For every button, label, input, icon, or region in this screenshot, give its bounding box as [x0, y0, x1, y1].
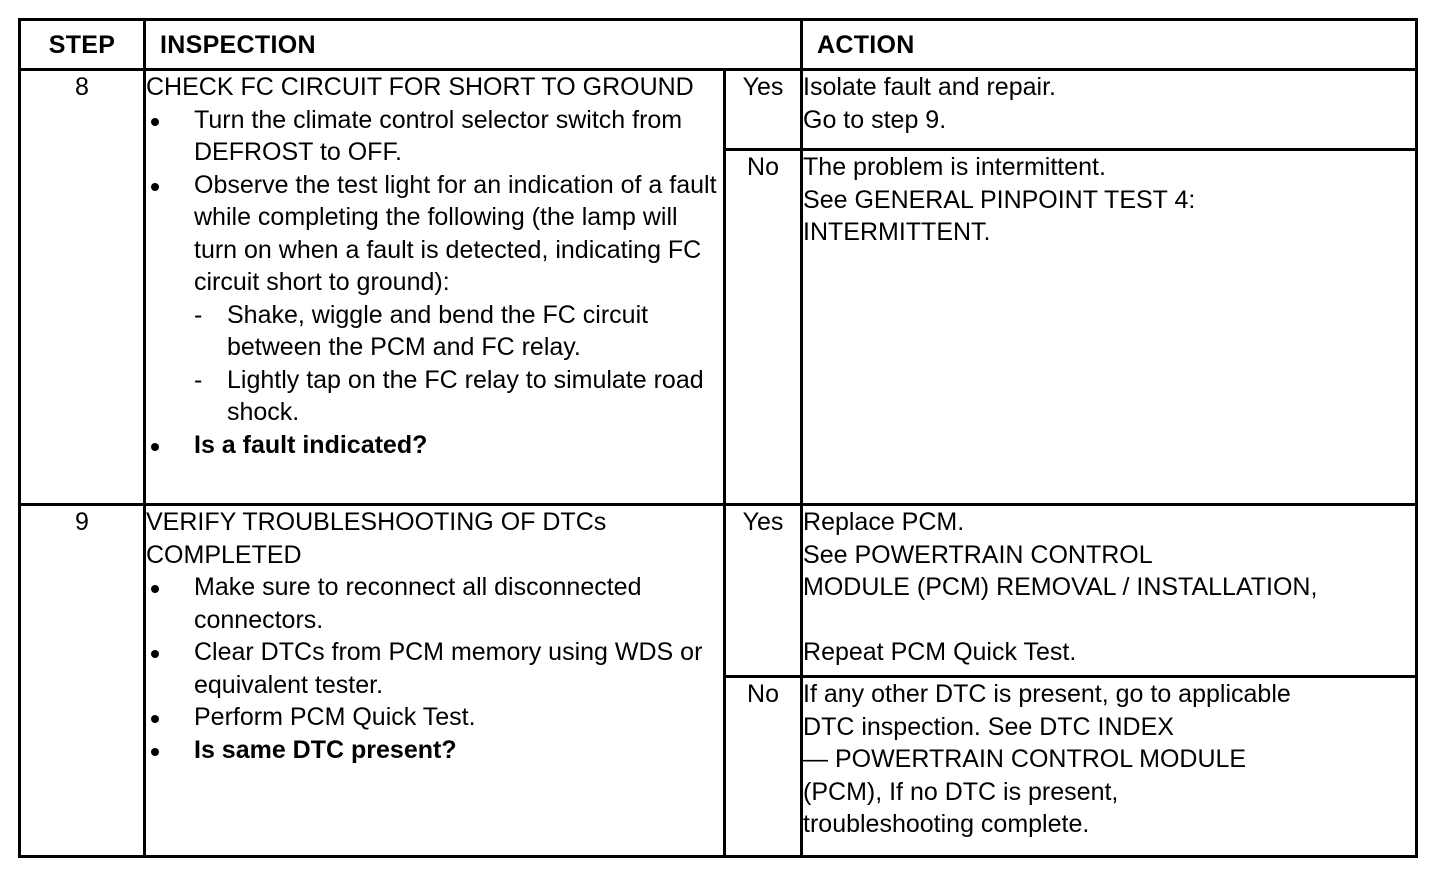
table-row	[20, 70, 1417, 150]
action-line: INTERMITTENT.	[803, 218, 991, 246]
list-item	[146, 701, 723, 734]
header-action: ACTION	[802, 20, 1417, 70]
no-label: No	[725, 150, 802, 505]
no-label: No	[725, 677, 802, 857]
no-action	[802, 150, 1417, 505]
sub-list	[194, 299, 723, 429]
diagnostic-table	[18, 18, 1418, 858]
list-item	[146, 429, 723, 462]
yes-action	[802, 70, 1417, 150]
list-item	[146, 169, 723, 429]
action-line: Isolate fault and repair.	[803, 73, 1056, 101]
action-line: The problem is intermittent.	[803, 153, 1106, 181]
step-title: CHECK FC CIRCUIT FOR SHORT TO GROUND	[146, 73, 694, 101]
action-line: Go to step 9.	[803, 105, 947, 134]
action-line: (PCM), If no DTC is present,	[803, 777, 1119, 806]
action-line: troubleshooting complete.	[803, 810, 1090, 838]
action-line: MODULE (PCM) REMOVAL / INSTALLATION,	[803, 573, 1318, 601]
list-item	[146, 734, 723, 767]
step-question: Is same DTC present?	[194, 735, 457, 764]
list-item-text: Clear DTCs from PCM memory using WDS or equivalent tester.	[194, 638, 703, 699]
table-header-row	[20, 20, 1417, 70]
step-inspection	[145, 505, 725, 857]
step-title: VERIFY TROUBLESHOOTING OF DTCs COMPLETED	[146, 508, 607, 569]
dash-icon: -	[194, 365, 203, 394]
dash-icon: -	[194, 300, 203, 329]
list-item-text: Shake, wiggle and bend the FC circuit between the PCM and FC relay.	[227, 300, 649, 361]
action-line: See POWERTRAIN CONTROL	[803, 540, 1153, 569]
list-item	[194, 299, 723, 364]
inspection-list	[146, 104, 723, 462]
step-number: 9	[20, 505, 145, 857]
action-line: DTC inspection. See DTC INDEX	[803, 712, 1174, 741]
yes-label: Yes	[725, 505, 802, 677]
inspection-list	[146, 571, 723, 766]
step-question: Is a fault indicated?	[194, 430, 428, 459]
list-item	[194, 364, 723, 429]
yes-action	[802, 505, 1417, 677]
header-inspection: INSPECTION	[145, 20, 802, 70]
list-item	[146, 571, 723, 636]
action-line: Replace PCM.	[803, 508, 965, 536]
list-item-text: Perform PCM Quick Test.	[194, 703, 476, 731]
no-action	[802, 677, 1417, 857]
blank-line	[803, 604, 1415, 637]
list-item-text: Turn the climate control selector switch from DEFROST to OFF.	[194, 105, 683, 166]
action-line: Repeat PCM Quick Test.	[803, 638, 1077, 666]
action-line: — POWERTRAIN CONTROL MODULE	[803, 745, 1247, 773]
list-item-text: Lightly tap on the FC relay to simulate road shock.	[227, 365, 704, 426]
yes-label: Yes	[725, 70, 802, 150]
step-number: 8	[20, 70, 145, 505]
action-line: If any other DTC is present, go to applicable	[803, 680, 1291, 708]
step-inspection	[145, 70, 725, 505]
table-row	[20, 505, 1417, 677]
list-item-text: Observe the test light for an indication of a fault while completing the following (the lamp will turn on when a fault is detected, indicating FC circuit short to ground):	[194, 170, 717, 296]
list-item-text: Make sure to reconnect all disconnected connectors.	[194, 573, 642, 634]
list-item	[146, 104, 723, 169]
list-item	[146, 636, 723, 701]
header-step: STEP	[20, 20, 145, 70]
action-line: See GENERAL PINPOINT TEST 4:	[803, 185, 1196, 214]
